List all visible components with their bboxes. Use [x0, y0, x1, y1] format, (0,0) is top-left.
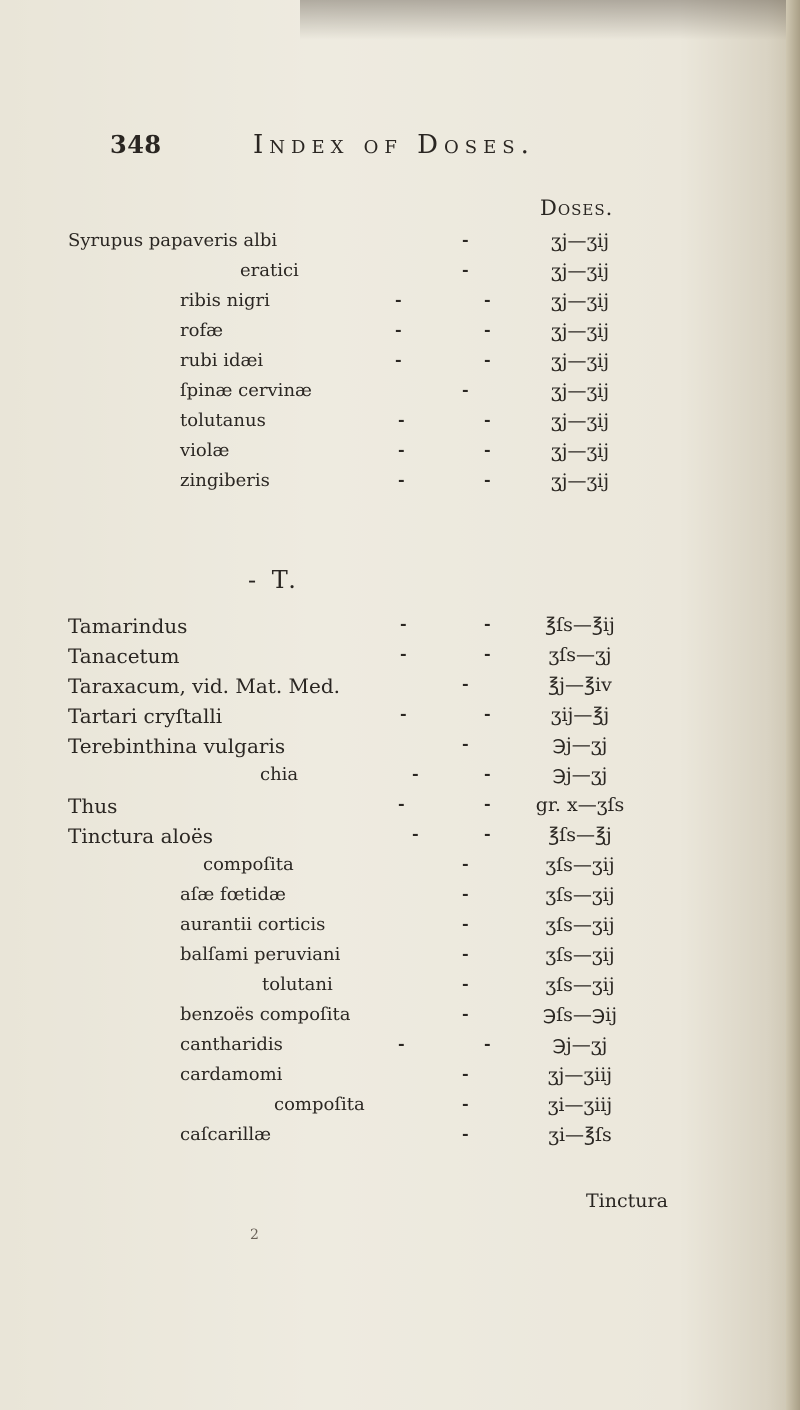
- table-row: [0, 702, 800, 732]
- table-row: [0, 792, 800, 822]
- entry-name: violæ: [180, 440, 230, 461]
- table-row: [0, 942, 800, 972]
- leader-dash: -: [462, 1004, 469, 1023]
- leader-dash: -: [484, 350, 491, 369]
- entry-name: rofæ: [180, 320, 224, 341]
- entry-name: Tanacetum: [68, 644, 180, 668]
- entry-dose: ʒj—ʒij: [550, 350, 610, 372]
- leader-dash: -: [462, 1064, 469, 1083]
- entry-dose: ʒj—ʒiij: [547, 1064, 613, 1086]
- leader-dash: -: [395, 320, 402, 339]
- leader-dash: -: [462, 260, 469, 279]
- table-row: [0, 288, 800, 318]
- leader-dash: -: [398, 1034, 405, 1053]
- entry-name: aurantii corticis: [180, 914, 326, 935]
- leader-dash: -: [462, 944, 469, 963]
- entry-name: compoſita: [203, 854, 294, 875]
- leader-dash: -: [400, 704, 407, 723]
- entry-name: zingiberis: [180, 470, 270, 491]
- table-row: [0, 468, 800, 498]
- leader-dash: -: [395, 290, 402, 309]
- leader-dash: -: [412, 824, 419, 843]
- leader-dash: -: [484, 764, 491, 783]
- leader-dash: -: [398, 470, 405, 489]
- table-row: [0, 972, 800, 1002]
- entry-name: tolutani: [262, 974, 333, 995]
- entry-dose: ʒſs—ʒij: [545, 884, 615, 906]
- table-row: [0, 1002, 800, 1032]
- entry-dose: ℈j—ʒj: [552, 1034, 608, 1056]
- leader-dash: -: [412, 764, 419, 783]
- entry-name: balſami peruviani: [180, 944, 341, 965]
- table-row: [0, 762, 800, 792]
- entry-dose: ℥ſs—℥j: [548, 824, 612, 846]
- leader-dash: -: [395, 350, 402, 369]
- entry-name: ribis nigri: [180, 290, 270, 311]
- entry-dose: ʒj—ʒij: [550, 260, 610, 282]
- table-row: [0, 642, 800, 672]
- entry-name: cantharidis: [180, 1034, 283, 1055]
- entry-dose: gr. x—ʒſs: [535, 794, 625, 816]
- leader-dash: -: [462, 230, 469, 249]
- entry-name: Tamarindus: [68, 614, 188, 638]
- entry-name: Tinctura aloës: [68, 824, 214, 848]
- running-title: Index of Doses.: [253, 130, 535, 160]
- catchword: Tinctura: [586, 1190, 668, 1212]
- entry-dose: ʒj—ʒij: [550, 410, 610, 432]
- leader-dash: -: [484, 440, 491, 459]
- entry-dose: ʒi—℥ſs: [548, 1124, 612, 1146]
- table-row: [0, 612, 800, 642]
- entry-dose: ʒſs—ʒij: [545, 944, 615, 966]
- leader-dash: -: [484, 644, 491, 663]
- entry-name: Terebinthina vulgaris: [68, 734, 286, 758]
- table-row: [0, 912, 800, 942]
- entry-name: tolutanus: [180, 410, 266, 431]
- table-row: [0, 1062, 800, 1092]
- leader-dash: -: [462, 974, 469, 993]
- table-row: [0, 1092, 800, 1122]
- entry-name: Tartari cryſtalli: [68, 704, 223, 728]
- entry-dose: ʒj—ʒij: [550, 320, 610, 342]
- entry-dose: ℈j—ʒj: [552, 764, 608, 786]
- table-row: [0, 852, 800, 882]
- entry-dose: ʒi—ʒiij: [547, 1094, 613, 1116]
- leader-dash: -: [398, 794, 405, 813]
- leader-dash: -: [398, 440, 405, 459]
- section-heading-T: - T.: [248, 566, 300, 594]
- entry-dose: ʒſs—ʒij: [545, 974, 615, 996]
- leader-dash: -: [462, 854, 469, 873]
- entry-name: ſpinæ cervinæ: [180, 380, 312, 401]
- page-number: 348: [110, 130, 162, 159]
- leader-dash: -: [462, 1124, 469, 1143]
- page-shadow: [300, 0, 800, 40]
- table-row: [0, 672, 800, 702]
- leader-dash: -: [484, 320, 491, 339]
- entry-dose: ʒj—ʒij: [550, 380, 610, 402]
- table-row: [0, 228, 800, 258]
- entry-name: aſæ fœtidæ: [180, 884, 286, 905]
- leader-dash: -: [462, 1094, 469, 1113]
- entry-dose: ʒſs—ʒij: [545, 914, 615, 936]
- leader-dash: -: [484, 794, 491, 813]
- leader-dash: -: [462, 674, 469, 693]
- leader-dash: -: [462, 380, 469, 399]
- entry-dose: ʒj—ʒij: [550, 290, 610, 312]
- leader-dash: -: [462, 914, 469, 933]
- table-row: [0, 822, 800, 852]
- entry-dose: ʒj—ʒij: [550, 440, 610, 462]
- entry-name: cardamomi: [180, 1064, 283, 1085]
- doses-column-heading: Doses.: [540, 196, 614, 220]
- leader-dash: -: [484, 704, 491, 723]
- entry-name: Taraxacum, vid. Mat. Med.: [68, 674, 341, 698]
- table-row: [0, 732, 800, 762]
- entry-dose: ℥ſs—℥ij: [545, 614, 615, 636]
- table-row: [0, 378, 800, 408]
- table-row: [0, 348, 800, 378]
- leader-dash: -: [400, 644, 407, 663]
- leader-dash: -: [484, 290, 491, 309]
- leader-dash: -: [398, 410, 405, 429]
- entry-dose: ℈j—ʒj: [552, 734, 608, 756]
- entry-dose: ℈ſs—℈ij: [542, 1004, 618, 1026]
- entry-dose: ʒij—℥j: [550, 704, 610, 726]
- entry-name: Thus: [68, 794, 118, 818]
- table-row: [0, 438, 800, 468]
- entry-dose: ʒſs—ʒij: [545, 854, 615, 876]
- page-header: [0, 126, 800, 166]
- table-row: [0, 1122, 800, 1152]
- table-row: [0, 882, 800, 912]
- entry-name: rubi idæi: [180, 350, 264, 371]
- entry-name: compoſita: [274, 1094, 365, 1115]
- leader-dash: -: [400, 614, 407, 633]
- entry-name: benzoës compoſita: [180, 1004, 351, 1025]
- entry-name: caſcarillæ: [180, 1124, 272, 1145]
- table-row: [0, 318, 800, 348]
- entry-dose: ʒſs—ʒj: [548, 644, 612, 666]
- table-row: [0, 408, 800, 438]
- leader-dash: -: [462, 734, 469, 753]
- leader-dash: -: [484, 470, 491, 489]
- leader-dash: -: [484, 614, 491, 633]
- leader-dash: -: [484, 410, 491, 429]
- leader-dash: -: [484, 824, 491, 843]
- entry-dose: ʒj—ʒij: [550, 470, 610, 492]
- signature-mark: 2: [250, 1227, 259, 1243]
- table-row: [0, 258, 800, 288]
- table-row: [0, 1032, 800, 1062]
- entry-dose: ʒj—ʒij: [550, 230, 610, 252]
- leader-dash: -: [462, 884, 469, 903]
- entry-dose: ℥j—℥iv: [548, 674, 612, 696]
- leader-dash: -: [484, 1034, 491, 1053]
- entry-name: chia: [260, 764, 299, 785]
- entry-name: eratici: [240, 260, 299, 281]
- entry-name: Syrupus papaveris albi: [68, 230, 278, 251]
